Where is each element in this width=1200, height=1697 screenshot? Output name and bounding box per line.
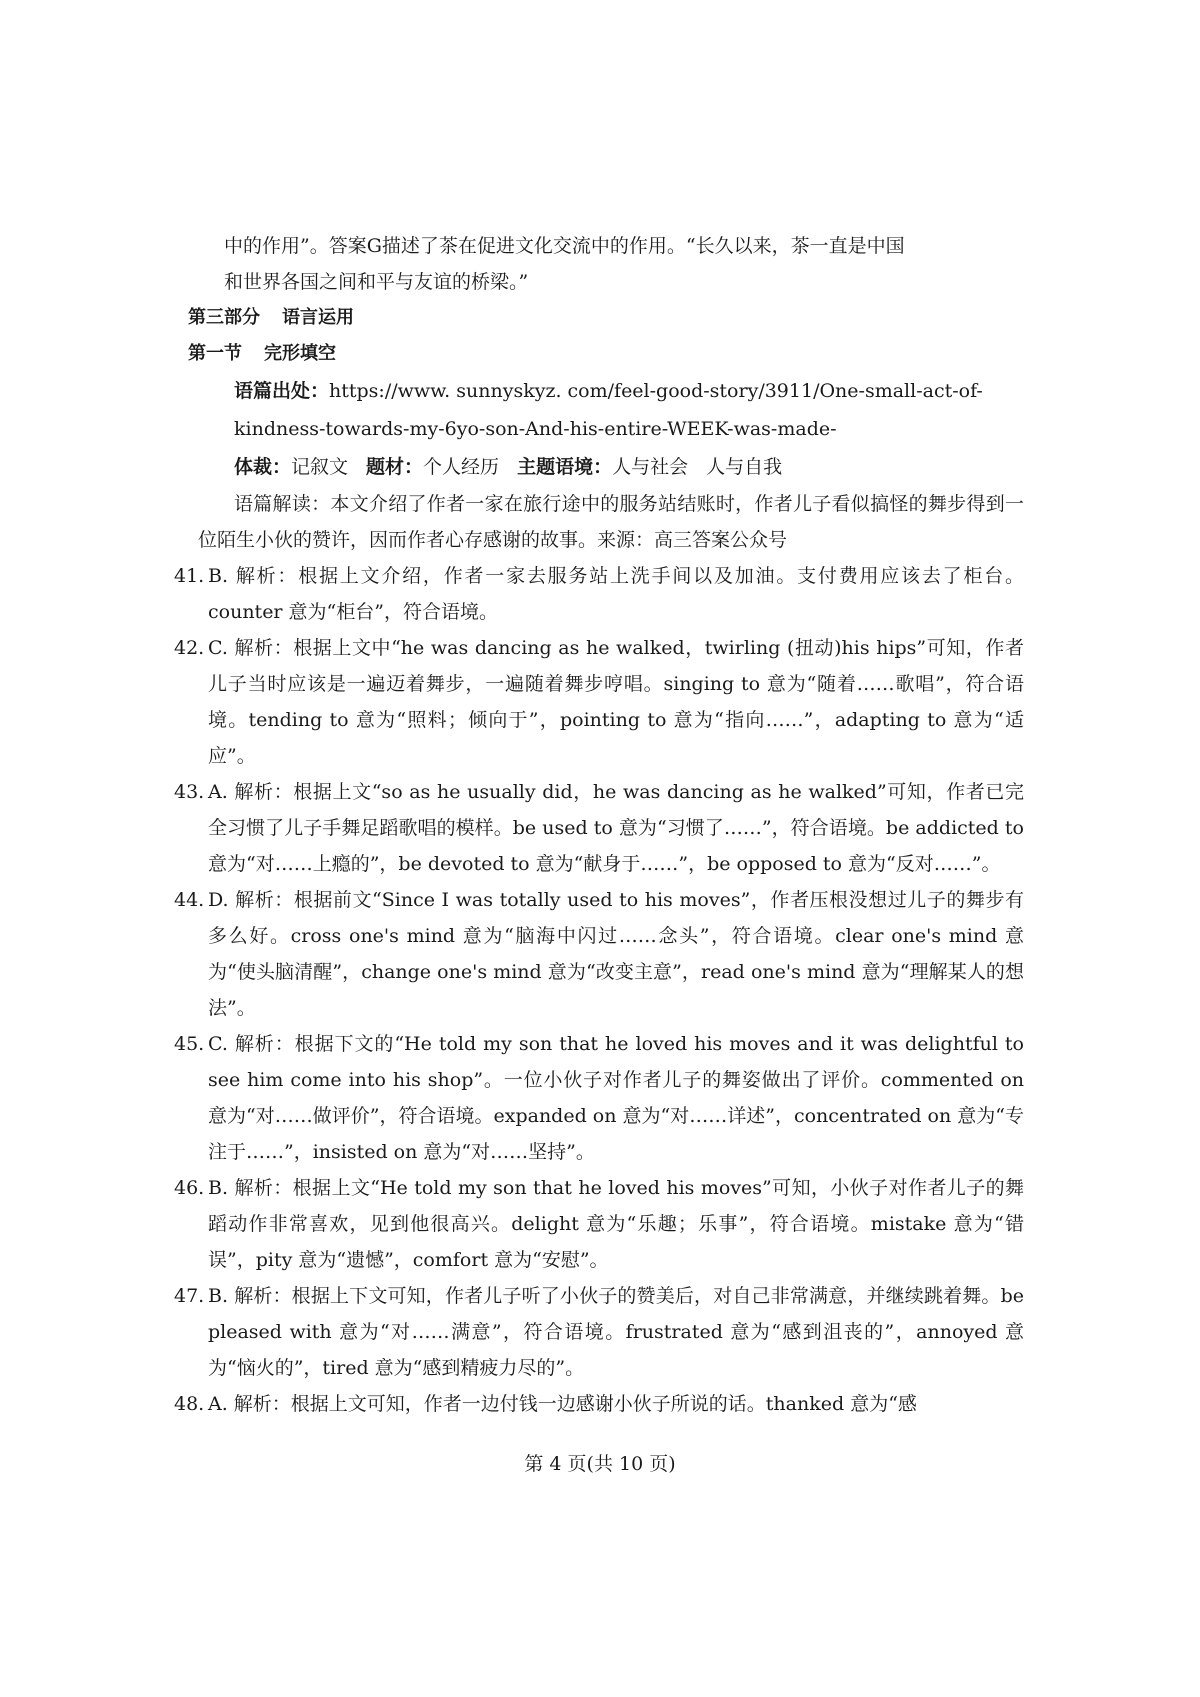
answer-number: 48. [174, 1393, 205, 1415]
answer-number: 47. [174, 1285, 205, 1307]
answer-explanation: B. 解析：根据上下文可知，作者儿子听了小伙子的赞美后，对自己非常满意，并继续跳着舞。be pleased with 意为“对……满意”，符合语境。frustrated 意为“感到沮丧的”，annoyed 意为“恼火的”，tired 意为“感到精疲力尽的”。 [208, 1285, 1024, 1379]
genre-line [188, 448, 1024, 486]
answer-number: 45. [174, 1033, 205, 1055]
source-line-1 [188, 372, 1024, 410]
section-title: 完形填空 [264, 343, 336, 364]
answer-explanation: B. 解析：根据上文介绍，作者一家去服务站上洗手间以及加油。支付费用应该去了柜台。counter 意为“柜台”，符合语境。 [208, 565, 1024, 623]
answer-explanation: B. 解析：根据上文“He told my son that he loved his moves”可知，小伙子对作者儿子的舞蹈动作非常喜欢，见到他很高兴。delight 意为“乐趣；乐事”，符合语境。mistake 意为“错误”，pity 意为“遗憾”，comfort 意为“安慰”。 [208, 1177, 1024, 1271]
answer-item-43 [174, 774, 1024, 882]
genre-value: 记叙文 [291, 456, 349, 478]
page-content [174, 228, 1024, 1422]
part-number: 第三部分 [188, 307, 260, 328]
section-number: 第一节 [188, 343, 242, 364]
answer-item-46 [174, 1170, 1024, 1278]
topic-label: 题材： [366, 456, 424, 478]
answer-explanation: C. 解析：根据上文中“he was dancing as he walked，twirling (扭动)his hips”可知，作者儿子当时应该是一遍迈着舞步，一遍随着舞步哼唱。singing to 意为“随着……歌唱”，符合语境。tending to 意为“照料；倾向于”，pointing to 意为“指向……”，adapting to 意为“适应”。 [208, 637, 1024, 767]
answer-explanation: D. 解析：根据前文“Since I was totally used to his moves”，作者压根没想过儿子的舞步有多么好。cross one's mind 意为“脑海中闪过……念头”，符合语境。clear one's mind 意为“使头脑清醒”，change one's mind 意为“改变主意”，read one's mind 意为“理解某人的想法”。 [208, 889, 1024, 1019]
theme-value-2: 人与自我 [706, 456, 783, 478]
answer-number: 42. [174, 637, 205, 659]
answer-item-45 [174, 1026, 1024, 1170]
answer-item-41 [174, 558, 1024, 630]
answer-item-48 [174, 1386, 1024, 1422]
source-url-part-1: https://www. sunnyskyz. com/feel-good-story/3911/One-small-act-of- [329, 380, 983, 402]
source-line-2 [188, 410, 1024, 448]
passage-summary: 语篇解读：本文介绍了作者一家在旅行途中的服务站结账时，作者儿子看似搞怪的舞步得到一位陌生小伙的赞许，因而作者心存感谢的故事。来源：高三答案公众号 [198, 493, 1024, 551]
answer-explanation: A. 解析：根据上文“so as he usually did，he was dancing as he walked”可知，作者已完全习惯了儿子手舞足蹈歌唱的模样。be used to 意为“习惯了……”，符合语境。be addicted to 意为“对……上瘾的”，be devoted to 意为“献身于……”，be opposed to 意为“反对……”。 [208, 781, 1024, 875]
answer-number: 43. [174, 781, 205, 803]
theme-label: 主题语境： [517, 456, 613, 478]
source-url-part-2: kindness-towards-my-6yo-son-And-his-entire-WEEK-was-made- [234, 418, 837, 440]
theme-value: 人与社会 [612, 456, 689, 478]
answer-explanation: C. 解析：根据下文的“He told my son that he loved his moves and it was delightful to see him come into his shop”。一位小伙子对作者儿子的舞姿做出了评价。commented on 意为“对……做评价”，符合语境。expanded on 意为“对……详述”，concentrated on 意为“专注于……”，insisted on 意为“对……坚持”。 [208, 1033, 1024, 1163]
answer-number: 41. [174, 565, 205, 587]
answer-item-42 [174, 630, 1024, 774]
source-label: 语篇出处： [234, 380, 330, 402]
page-footer: 第 4 页(共 10 页) [524, 1453, 676, 1475]
topic-value: 个人经历 [423, 456, 500, 478]
genre-label: 体裁： [234, 456, 292, 478]
part-heading [188, 300, 1024, 336]
answer-item-44 [174, 882, 1024, 1026]
answer-number: 46. [174, 1177, 205, 1199]
answer-item-47 [174, 1278, 1024, 1386]
answer-list [174, 558, 1024, 1422]
answer-explanation: A. 解析：根据上文可知，作者一边付钱一边感谢小伙子所说的话。thanked 意为“感 [208, 1393, 917, 1415]
answer-number: 44. [174, 889, 205, 911]
section-heading [188, 336, 1024, 372]
intro-line-1: 中的作用”。答案G描述了茶在促进文化交流中的作用。“长久以来，茶一直是中国 [224, 235, 905, 257]
part-title: 语言运用 [282, 307, 354, 328]
intro-line-2: 和世界各国之间和平与友谊的桥梁。” [224, 271, 529, 293]
